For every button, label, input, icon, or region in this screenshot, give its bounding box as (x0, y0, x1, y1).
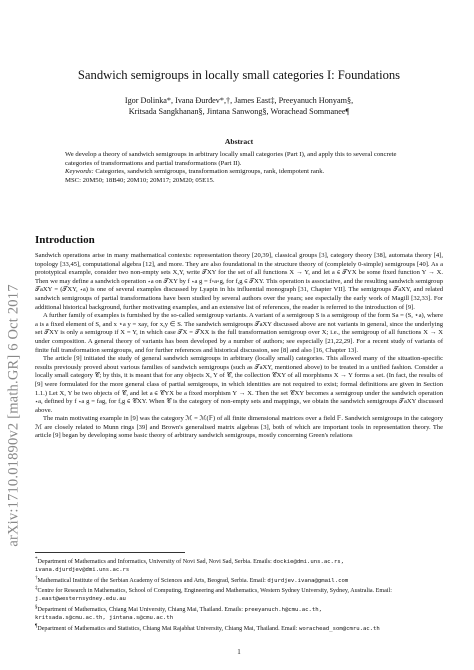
keywords-line (65, 168, 415, 177)
paper-title: Sandwich semigroups in locally small categories I: Foundations (77, 68, 401, 82)
page-number: 1 (237, 648, 241, 656)
author-list (35, 95, 443, 117)
email-link[interactable]: dockie@dmi.uns.ac.rs, (273, 559, 345, 566)
arxiv-identifier-text: arXiv:1710.01890v2 [math.GR] 6 Oct 2017 (5, 283, 22, 547)
email-link[interactable]: j.east@westernsydney.edu.au (35, 596, 126, 603)
body-paragraph: The main motivating example in [9] was the category ℳ = ℳ(𝔽) of all finite dimensional matrices over a field 𝔽. Sandwich semigroups in the category ℳ are closely related to Munn rings [39] and Brown's generalised matrix algebras [3], both of which are important tools in representation theory. The article [9] began by developing some basic theory of arbitrary sandwich semigroups, mostly concerning Green's relations (35, 415, 443, 440)
abstract-block (65, 151, 415, 185)
footnotes (35, 556, 443, 634)
arxiv-identifier-stamp (2, 235, 26, 595)
email-link[interactable]: djurdjev.ivana@gmail.com (267, 577, 349, 584)
body-paragraph: Sandwich operations arise in many mathematical contexts: representation theory [20,39], classical groups [3], category theory [38], automata theory [4], topology [33,45], computational algebra [12], and more. They are also foundational in the structure theory of (completely 0-simple) semigroups [40]. As a prototypical example, consider two non-empty sets X,Y, write 𝒯XY for the set of all functions X → Y, and let a ∈ 𝒯YX be some fixed function Y → X. Then we may define a sandwich operation ⋆a on 𝒯XY by f ⋆a g = f∘a∘g, for f,g ∈ 𝒯XY. This operation is associative, and the resulting sandwich semigroup 𝒯aXY = (𝒯XY, ⋆a) is one of several examples discussed by Lyapin in his influential monograph [31, Chapter VII]. The semigroups 𝒯aXY, and related sandwich semigroups of partial transformations have been studied by several authors over the years; see especially the early work of Magill [32,33]. For additional historical background, further motivating examples, and an extensive list of references, the reader is referred to the introduction of [9]. (35, 252, 443, 311)
footnote: *Department of Mathematics and Informatics, University of Novi Sad, Novi Sad, Serbia. Emails: dockie@dmi.uns.ac.rs, ivana.djurdjev@dmi.uns.ac.rs (35, 556, 345, 573)
footnote: ¶Department of Mathematics and Statistics, Chiang Mai Rajabhat University, Chiang Mai, Thailand. Email: worachead_som@cmru.ac.th (35, 622, 380, 632)
email-link[interactable]: preeyanuch.h@cmu.ac.th, (244, 607, 322, 614)
author-line-2: Kritsada Sangkhanan§, Jintana Sanwong§, Worachead Sommanee¶ (128, 107, 350, 116)
footnote-rule (35, 552, 185, 553)
author-line-1: Igor Dolinka*, Ivana Đurđev*,†, James East‡, Preeyanuch Honyam§, (124, 96, 354, 105)
footnote: §Department of Mathematics, Chiang Mai University, Chiang Mai, Thailand. Emails: preeyanuch.h@cmu.ac.th, kritsada.s@cmu.ac.th, jintana.s@cmu.ac.th (35, 604, 322, 621)
footnote: ‡Centre for Research in Mathematics, School of Computing, Engineering and Mathematics, Western Sydney University, Sydney, Australia. Email: j.east@westernsydney.edu.au (35, 585, 392, 603)
email-link[interactable]: ivana.djurdjev@dmi.uns.ac.rs (35, 566, 130, 573)
abstract-text: We develop a theory of sandwich semigroups in arbitrary locally small categories (Part I), and apply this to several concrete categories of transformations and partial transformations (Part II). (65, 151, 397, 167)
body-paragraph: The article [9] initiated the study of general sandwich semigroups in arbitrary (locally small) categories. This allowed many of the situation-specific results previously proved about various families of sandwich semigroups (such as 𝒯aXY, mentioned above) to be treated in a unified fashion. Consider a locally small category 𝒞; by this, it is meant that for any objects X, Y of 𝒞, the collection 𝒞XY of all morphisms X → Y forms a set. (In fact, the results of [9] were formulated for the more general class of partial semigroups, in which identities are not required to exist; formal definitions are given in Section 1.1.) Let X, Y be two objects of 𝒞, and let a ∈ 𝒞YX be a fixed morphism Y → X. Then the set 𝒞XY becomes a semigroup under the sandwich operation ⋆a, defined by f ⋆a g = fag, for f,g ∈ 𝒞XY. When 𝒞 is the category of non-empty sets and mappings, we obtain the sandwich semigroups 𝒯aXY discussed above. (35, 355, 443, 414)
abstract-heading: Abstract (224, 137, 254, 146)
email-link[interactable]: worachead_som@cmru.ac.th (298, 625, 380, 632)
keywords-label: Keywords: (65, 168, 94, 176)
introduction-body (35, 252, 443, 441)
keywords-text: Categories, sandwich semigroups, transformation semigroups, rank, idempotent rank. (93, 168, 325, 176)
msc-line: MSC: 20M50; 18B40; 20M10; 20M17; 20M20; 05E15. (65, 176, 215, 184)
email-link[interactable]: kritsada.s@cmu.ac.th, jintana.s@cmu.ac.th (35, 614, 174, 621)
section-heading-introduction: Introduction (35, 234, 95, 246)
footnote: †Mathematical Institute of the Serbian Academy of Sciences and Arts, Beograd, Serbia. Email: djurdjev.ivana@gmail.com (35, 574, 349, 584)
body-paragraph: A further family of examples is furnished by the so-called semigroup variants. A variant of a semigroup S is a semigroup of the form Sa = (S, ⋆a), where a is a fixed element of S, and x ⋆a y = xay, for x,y ∈ S. The sandwich semigroups 𝒯aXY discussed above are not variants in general, since the underlying set 𝒯XY is only a semigroup if X = Y, in which case 𝒯X = 𝒯XX is the full transformation semigroup over X; i.e., the semigroup of all functions X → X under composition. A general theory of variants has been developed by a number of authors; see especially [21,22,29]. For a recent study of variants of finite full transformation semigroups, and for further references and historical discussion, see [8] and also [16, Chapter 13]. (35, 312, 443, 354)
